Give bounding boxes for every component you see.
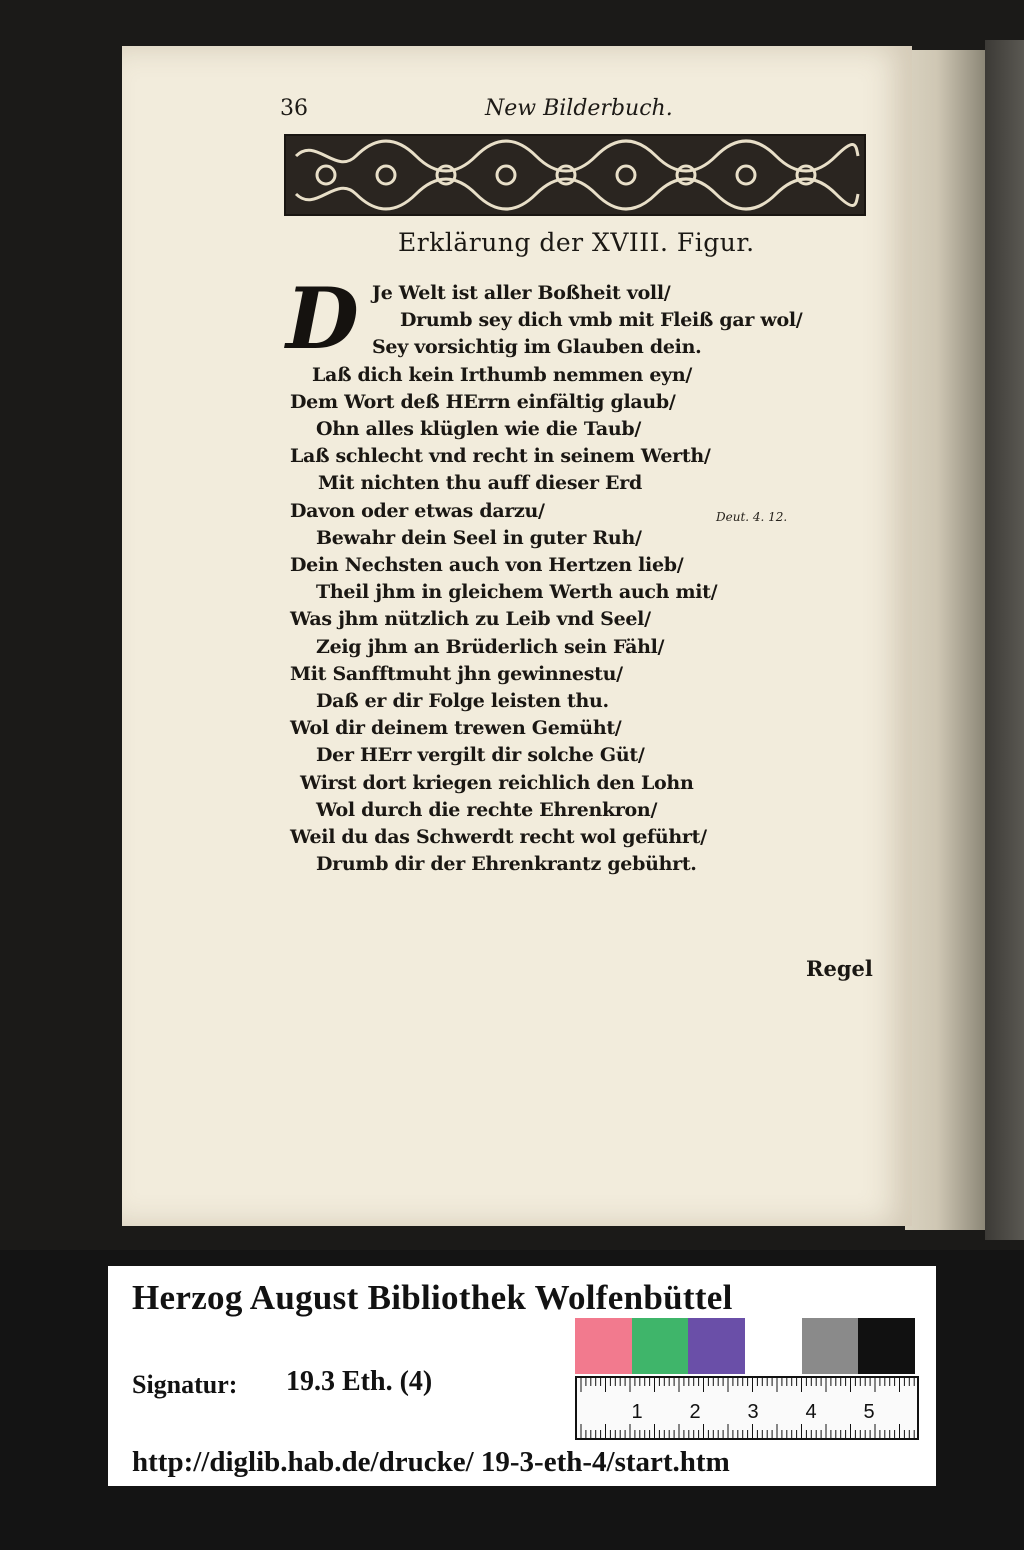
verse-line: Dem Wort deß HErrn einfältig glaub/ bbox=[290, 390, 676, 413]
verse-line: Drumb dir der Ehrenkrantz gebührt. bbox=[316, 853, 697, 876]
verse-line: Weil du das Schwerdt recht wol geführt/ bbox=[290, 826, 707, 848]
swatch-gray bbox=[802, 1318, 859, 1374]
signatur-label: Signatur: bbox=[132, 1370, 238, 1399]
ruler-number: 1 bbox=[631, 1401, 643, 1423]
library-title: Herzog August Bibliothek Wolfenbüttel bbox=[132, 1278, 733, 1317]
verse-line: Dein Nechsten auch von Hertzen lieb/ bbox=[290, 554, 684, 576]
ruler-number: 2 bbox=[689, 1401, 701, 1423]
ornamental-band bbox=[284, 134, 866, 216]
color-calibration-swatches bbox=[575, 1318, 915, 1374]
ruler-number: 5 bbox=[863, 1401, 875, 1423]
measurement-ruler bbox=[575, 1376, 919, 1440]
verse-line: Mit Sanfftmuht jhn gewinnestu/ bbox=[290, 662, 623, 685]
verse-line: Laß schlecht vnd recht in seinem Werth/ bbox=[290, 445, 711, 468]
decorated-initial: D bbox=[286, 269, 359, 368]
signatur-value: 19.3 Eth. (4) bbox=[286, 1366, 433, 1397]
verse-line: Davon oder etwas darzu/ bbox=[290, 499, 545, 522]
verse-line: Ohn alles klüglen wie die Taub/ bbox=[316, 418, 642, 440]
swatch-white bbox=[745, 1318, 802, 1374]
marginal-note: Deut. 4. 12. bbox=[716, 510, 788, 524]
swatch-pink bbox=[575, 1318, 632, 1374]
swatch-green bbox=[632, 1318, 689, 1374]
library-label-strip bbox=[108, 1266, 936, 1486]
verse-line: Sey vorsichtig im Glauben dein. bbox=[372, 336, 702, 359]
catchword: Regel bbox=[806, 956, 873, 981]
verse-line: Daß er dir Folge leisten thu. bbox=[316, 690, 609, 712]
ruler-number: 3 bbox=[747, 1401, 759, 1423]
verse-line: Was jhm nützlich zu Leib vnd Seel/ bbox=[290, 608, 651, 631]
verse-line: Wol durch die rechte Ehrenkron/ bbox=[316, 798, 658, 821]
verse-line: Drumb sey dich vmb mit Fleiß gar wol/ bbox=[400, 309, 803, 332]
verse-line: Je Welt ist aller Boßheit voll/ bbox=[372, 282, 671, 304]
library-url: http://diglib.hab.de/drucke/ 19-3-eth-4/start.htm bbox=[132, 1446, 730, 1478]
section-heading: Erklärung der XVIII. Figur. bbox=[398, 228, 755, 257]
verse-line: Wirst dort kriegen reichlich den Lohn bbox=[300, 771, 694, 794]
running-head bbox=[280, 96, 840, 126]
verse-line: Theil jhm in gleichem Werth auch mit/ bbox=[316, 581, 718, 604]
swatch-violet bbox=[688, 1318, 745, 1374]
swatch-black bbox=[858, 1318, 915, 1374]
verse-line: Mit nichten thu auff dieser Erd bbox=[318, 472, 642, 495]
page-number: 36 bbox=[280, 96, 308, 121]
verse-line: Zeig jhm an Brüderlich sein Fähl/ bbox=[316, 635, 665, 658]
verse-line: Laß dich kein Irthumb nemmen eyn/ bbox=[312, 363, 693, 386]
verse-line: Wol dir deinem trewen Gemüht/ bbox=[290, 717, 622, 740]
running-title: New Bilderbuch. bbox=[485, 96, 673, 121]
verse-line: Bewahr dein Seel in guter Ruh/ bbox=[316, 526, 642, 549]
verse-line: Der HErr vergilt dir solche Güt/ bbox=[316, 744, 645, 767]
ruler-number: 4 bbox=[805, 1401, 817, 1423]
